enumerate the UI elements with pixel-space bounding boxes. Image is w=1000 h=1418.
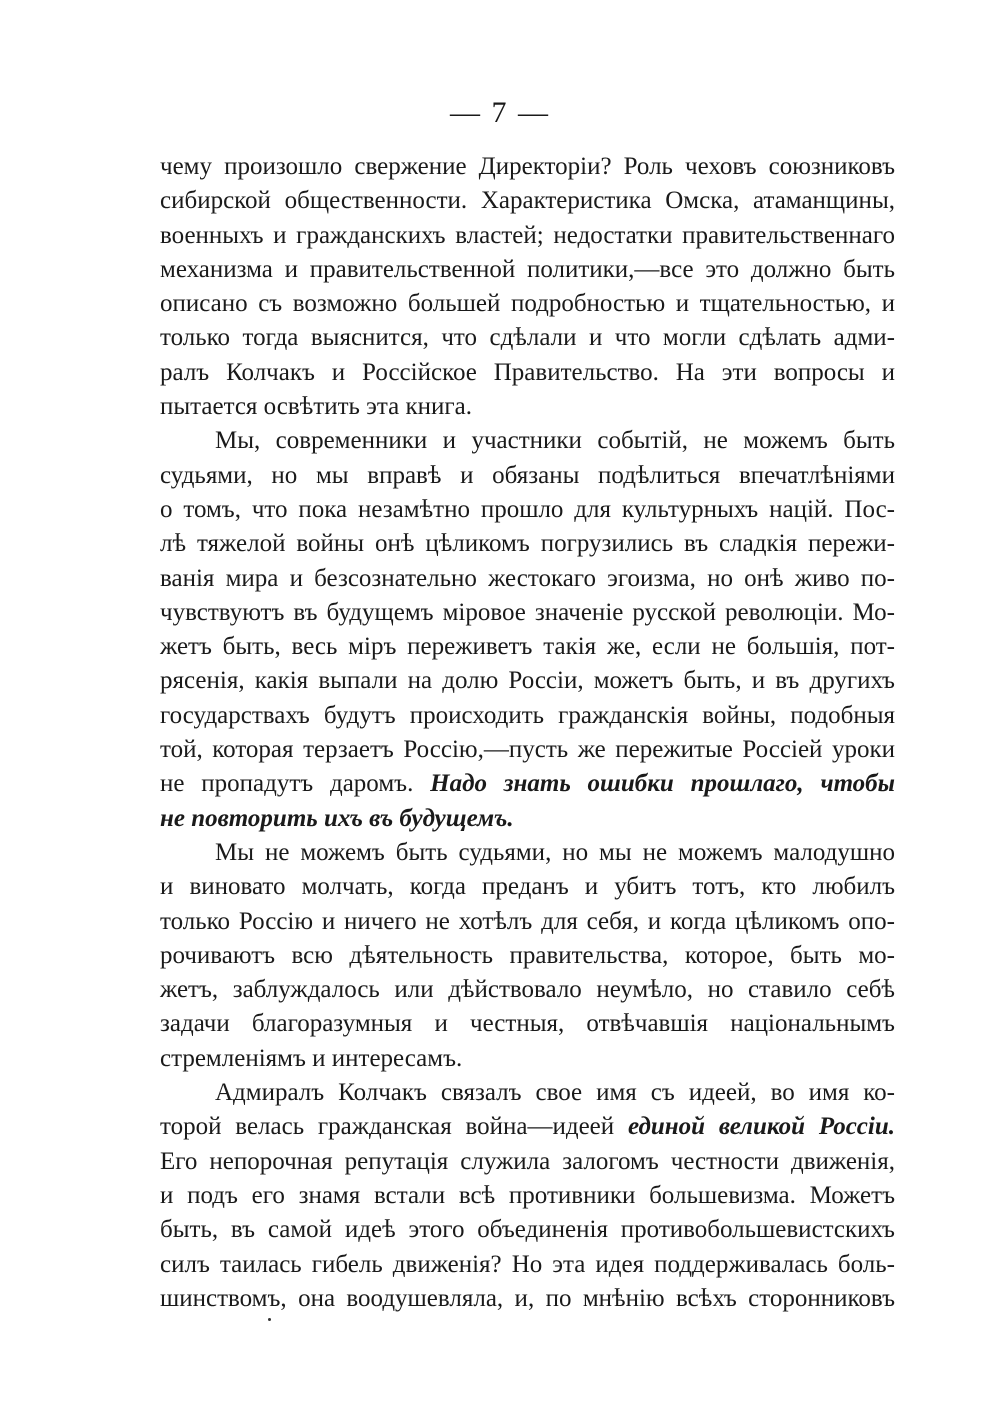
- text-line: только Россiю и ничего не хотѣлъ для себя, и когда цѣликомъ опо-: [160, 907, 895, 935]
- page-number: — 7 —: [450, 96, 550, 129]
- text-line: стремленiямъ и интересамъ.: [160, 1044, 463, 1072]
- text-line: Мы не можемъ быть судьями, но мы не можемъ малодушно: [215, 838, 895, 866]
- text-line: силъ таилась гибель движенiя? Но эта идея поддерживалась боль-: [160, 1250, 895, 1278]
- text-line: жетъ быть, весь мiръ переживетъ такiя же, если не большiя, пот-: [160, 633, 895, 661]
- text-line: шинствомъ, она воодушевляла, и, по мнѣнiю всѣхъ сторонниковъ: [160, 1284, 895, 1312]
- text-line: государствахъ будутъ происходить гражданскiя войны, подобныя: [160, 701, 895, 729]
- text-line: пытается освѣтить эта книга.: [160, 393, 472, 421]
- text-line: рочиваютъ всю дѣятельность правительства, которое, быть мо-: [160, 941, 895, 969]
- text-line: рясенiя, какiя выпали на долю Россiи, можетъ быть, и въ другихъ: [160, 667, 895, 695]
- emphasis-text: единой великой Россiи.: [627, 1113, 895, 1141]
- text-line: военныхъ и гражданскихъ властей; недостатки правительственнаго: [160, 221, 895, 249]
- text-line: жетъ, заблуждалось или дѣйствовало неумѣло, но ставило себѣ: [160, 976, 895, 1004]
- text-line: ванiя мира и безсознательно жестокаго эгоизма, но онѣ живо по-: [160, 564, 895, 592]
- body-text: [160, 150, 895, 1316]
- emphasis-text: Надо знать ошибки прошлаго, чтобы: [430, 770, 896, 798]
- text-line: о томъ, что пока незамѣтно прошло для культурныхъ нацiй. Пос-: [160, 495, 895, 523]
- text-line: быть, въ самой идеѣ этого объединенiя противобольшевистскихъ: [160, 1216, 895, 1244]
- text-line: той, которая терзаетъ Россiю,—пусть же пережитые Россiей уроки: [160, 736, 895, 764]
- text-line: и подъ его знамя встали всѣ противники большевизма. Можетъ: [160, 1181, 895, 1209]
- text-line: чему произошло свержение Директорiи? Роль чеховъ союзниковъ: [160, 153, 895, 180]
- text-line: сибирской общественности. Характеристика Омска, атаманщины,: [160, 187, 895, 215]
- text-line: описано съ возможно большей подробностью и тщательностью, и: [160, 290, 895, 318]
- text-line: чувствуютъ въ будущемъ мiровое значенiе русской революцiи. Мо-: [160, 598, 895, 626]
- text-line: торой велась гражданская война—идеей единой великой Россiи.: [160, 1113, 895, 1141]
- text-line: задачи благоразумныя и честныя, отвѣчавшiя нацiональнымъ: [160, 1010, 895, 1038]
- text-line: Адмиралъ Колчакъ связалъ свое имя съ идеей, во имя ко-: [215, 1079, 895, 1107]
- emphasis-text: не повторить ихъ въ будущемъ.: [160, 804, 514, 832]
- text-line: ралъ Колчакъ и Россiйское Правительство. На эти вопросы и: [160, 358, 895, 386]
- text-line: [160, 802, 895, 836]
- text-line: Мы, современники и участники событiй, не можемъ быть: [215, 427, 895, 455]
- text-line: не пропадутъ даромъ. Надо знать ошибки прошлаго, чтобы: [160, 770, 896, 798]
- text-line: механизма и правительственной политики,—все это должно быть: [160, 255, 895, 283]
- text-line: Его непорочная репутацiя служила залогомъ честности движенiя,: [160, 1147, 895, 1175]
- text-line: лѣ тяжелой войны онѣ цѣликомъ погрузились въ сладкiя пережи-: [160, 530, 895, 558]
- text-line: и виновато молчать, когда преданъ и убитъ тотъ, кто любилъ: [160, 873, 895, 901]
- print-speck: [268, 1318, 271, 1321]
- text-line: только тогда выяснится, что сдѣлали и что могли сдѣлать адми-: [160, 324, 895, 352]
- text-line: судьями, но мы вправѣ и обязаны подѣлиться впечатлѣнiями: [160, 461, 895, 489]
